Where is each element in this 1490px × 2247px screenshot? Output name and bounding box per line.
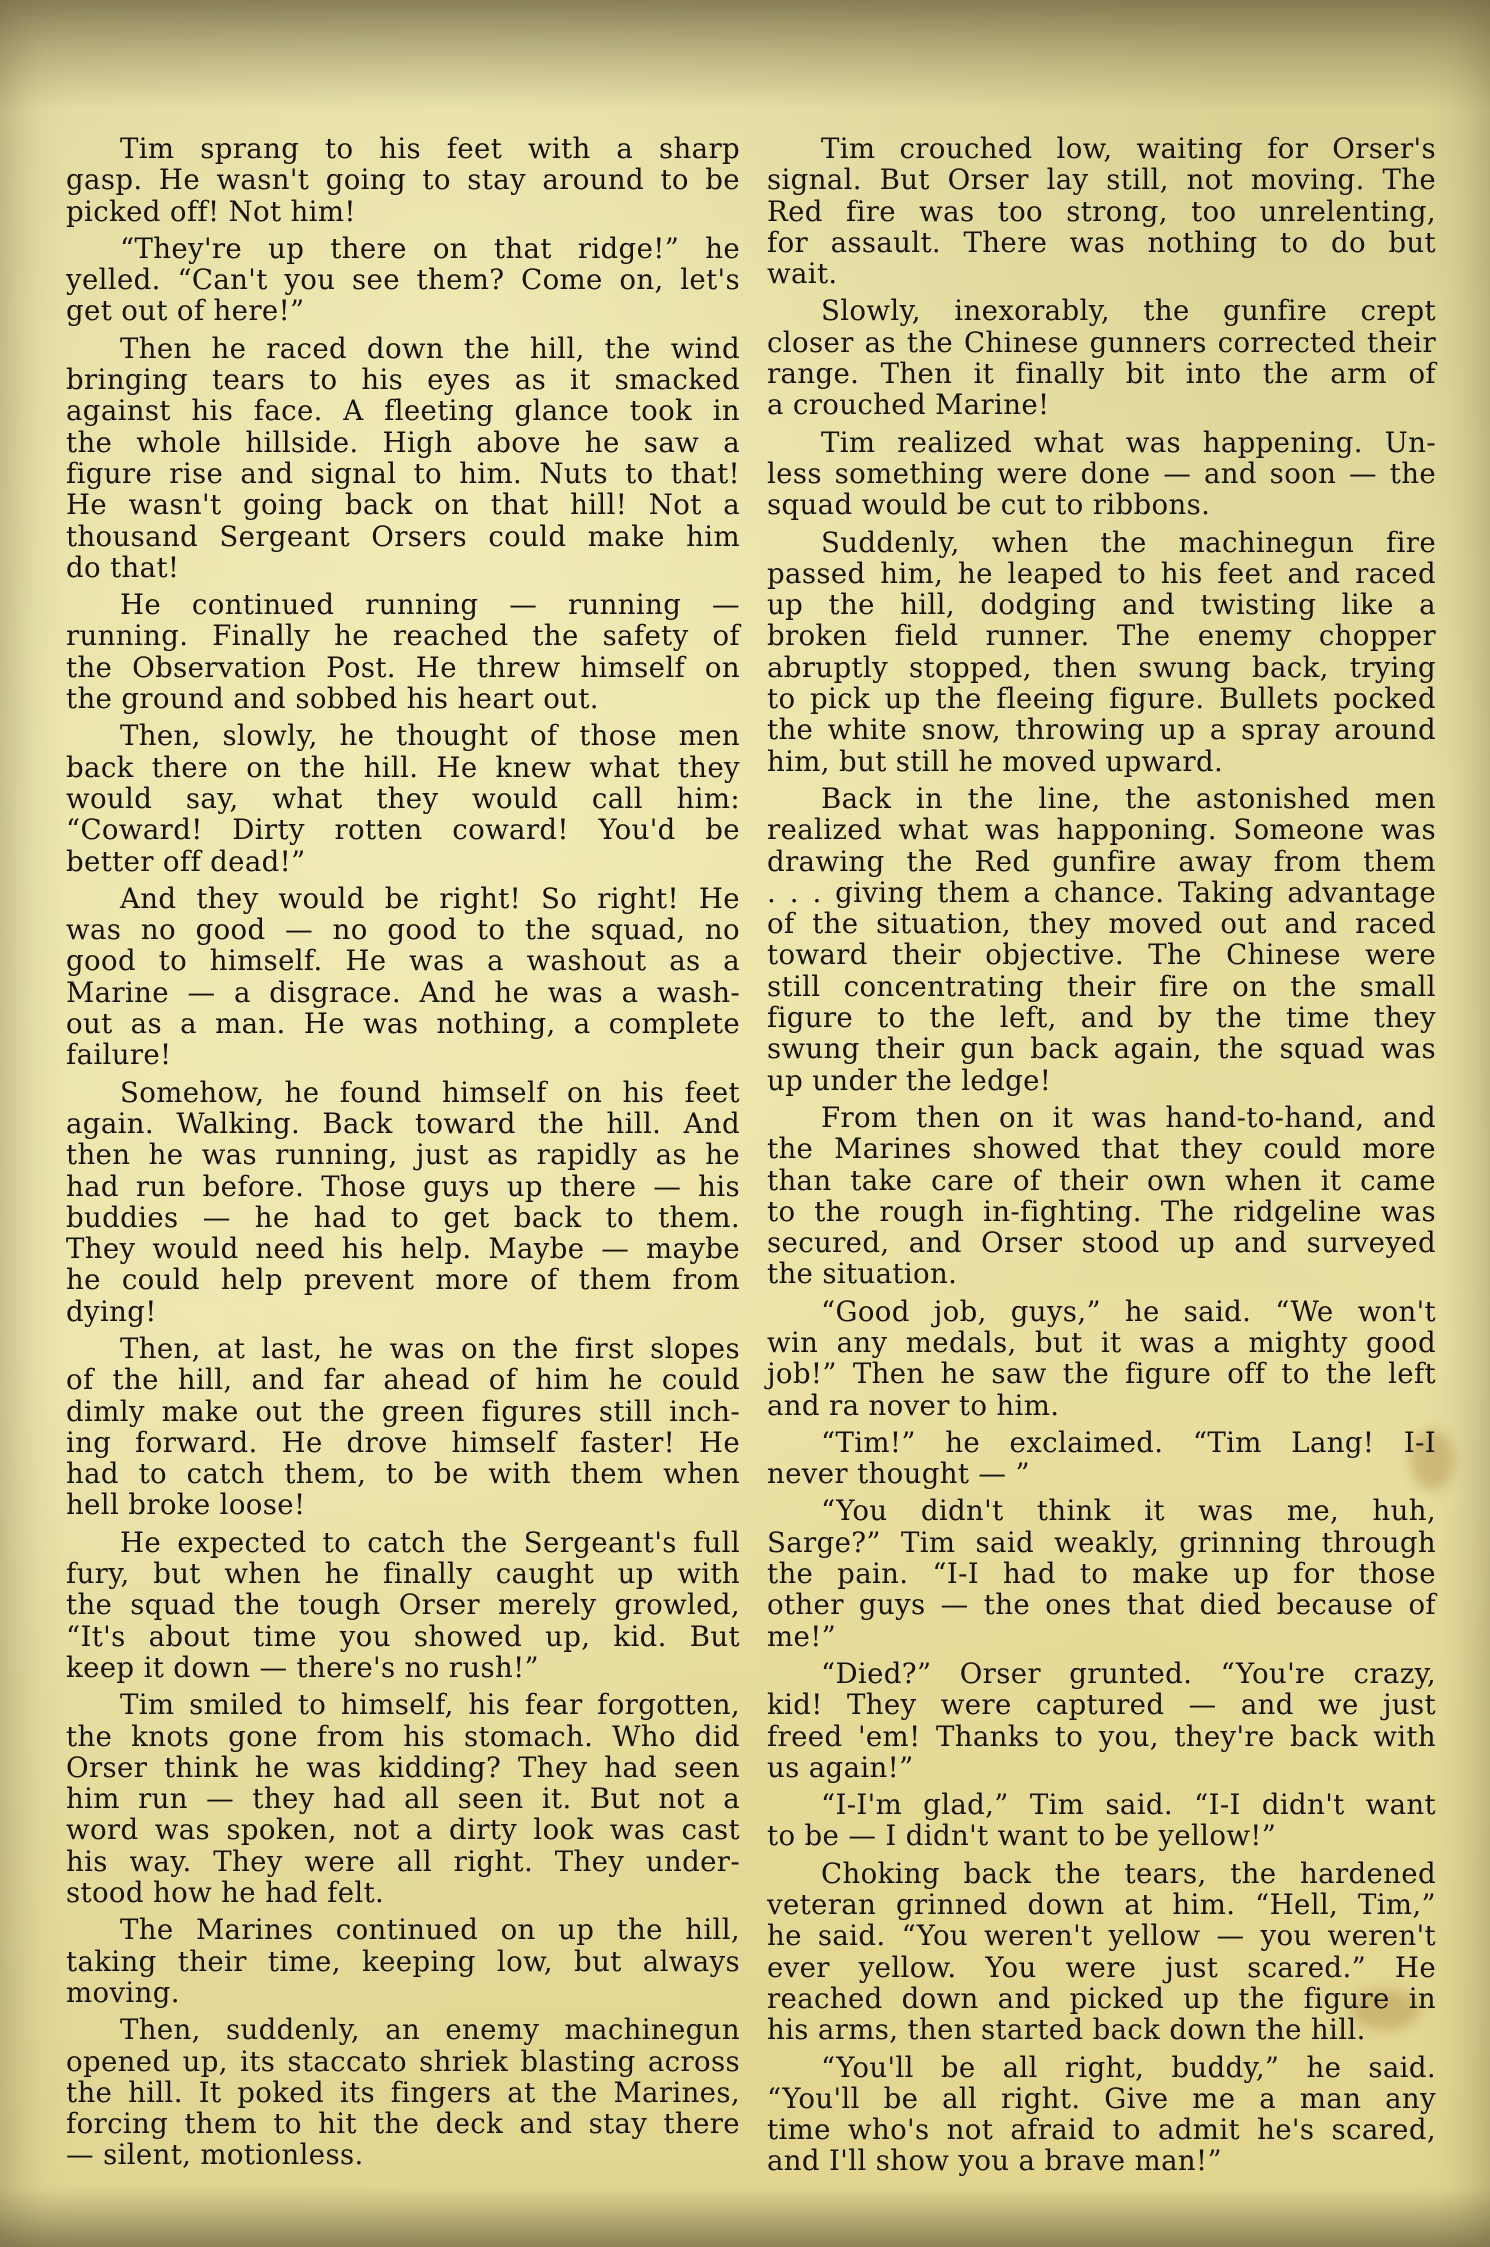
- text-column-left: [66, 133, 740, 2171]
- text-line: kid! They were captured — and we just: [767, 1688, 1436, 1722]
- text-line: squad would be cut to ribbons.: [767, 488, 1211, 522]
- text-line: other guys — the ones that died because of: [767, 1588, 1436, 1622]
- paragraph: [66, 333, 740, 583]
- text-line: us again!”: [767, 1750, 914, 1784]
- text-line: stood how he had felt.: [66, 1876, 385, 1910]
- text-line: up under the ledge!: [767, 1063, 1052, 1097]
- paragraph: [767, 1102, 1436, 1290]
- text-line: “I-I'm glad,” Tim said. “I-I didn't want: [821, 1788, 1436, 1822]
- text-line: From then on it was hand-to-hand, and: [821, 1100, 1436, 1134]
- text-line: “Died?” Orser grunted. “You're crazy,: [821, 1656, 1436, 1690]
- text-line: He expected to catch the Sergeant's full: [120, 1525, 740, 1559]
- paragraph: [767, 1658, 1436, 1783]
- text-line: for assault. There was nothing to do but: [767, 225, 1436, 259]
- paragraph: [66, 720, 740, 876]
- text-line: realized what was happoning. Someone was: [767, 813, 1436, 847]
- text-line: forcing them to hit the deck and stay there: [66, 2107, 740, 2141]
- text-line: Sarge?” Tim said weakly, grinning through: [767, 1525, 1436, 1559]
- paragraph: [66, 1689, 740, 1908]
- text-line: Tim sprang to his feet with a sharp: [120, 132, 740, 165]
- text-line: he could help prevent more of them from: [66, 1263, 740, 1297]
- text-line: Then, slowly, he thought of those men: [120, 719, 740, 753]
- text-line: never thought — ”: [767, 1457, 1030, 1491]
- text-line: win any medals, but it was a mighty good: [767, 1325, 1436, 1359]
- paragraph: [66, 233, 740, 327]
- page-top-shadow: [0, 0, 1490, 110]
- text-line: time who's not afraid to admit he's scared,: [767, 2113, 1436, 2147]
- text-line: his way. They were all right. They under-: [66, 1844, 740, 1878]
- text-line: “You'll be all right. Give me a man any: [767, 2081, 1436, 2115]
- text-line: abruptly stopped, then swung back, trying: [767, 650, 1436, 684]
- text-line: the squad the tough Orser merely growled,: [66, 1588, 740, 1622]
- text-line: Back in the line, the astonished men: [821, 781, 1436, 815]
- text-line: yelled. “Can't you see them? Come on, let's: [66, 263, 740, 297]
- text-line: “It's about time you showed up, kid. But: [66, 1619, 740, 1653]
- text-line: broken field runner. The enemy chopper: [767, 619, 1436, 653]
- paragraph: [767, 1495, 1436, 1651]
- paragraph: [66, 1077, 740, 1327]
- text-line: good to himself. He was a washout as a: [66, 944, 740, 978]
- text-line: Choking back the tears, the hardened: [821, 1856, 1436, 1890]
- text-line: of the situation, they moved out and raced: [767, 907, 1436, 941]
- paragraph: [66, 589, 740, 714]
- text-line: to pick up the fleeing figure. Bullets pocked: [767, 682, 1436, 716]
- text-line: . . . giving them a chance. Taking advantage: [767, 875, 1436, 909]
- text-line: get out of here!”: [66, 294, 305, 328]
- text-line: the knots gone from his stomach. Who did: [66, 1719, 740, 1753]
- text-line: closer as the Chinese gunners corrected their: [767, 325, 1436, 359]
- text-column-right: [767, 133, 1436, 2177]
- text-line: and I'll show you a brave man!”: [767, 2144, 1222, 2178]
- text-line: better off dead!”: [66, 844, 306, 878]
- text-line: bringing tears to his eyes as it smacked: [66, 363, 740, 397]
- text-line: ever yellow. You were just scared.” He: [767, 1950, 1436, 1984]
- text-line: up the hill, dodging and twisting like a: [767, 588, 1436, 622]
- text-line: to be — I didn't want to be yellow!”: [767, 1819, 1277, 1853]
- text-line: moving.: [66, 1975, 180, 2009]
- text-line: He wasn't going back on that hill! Not a: [66, 488, 740, 522]
- text-line: to the rough in-fighting. The ridgeline was: [767, 1194, 1436, 1228]
- text-line: had to catch them, to be with them when: [66, 1457, 740, 1491]
- text-line: still concentrating their fire on the small: [767, 969, 1436, 1003]
- text-line: passed him, he leaped to his feet and raced: [767, 556, 1436, 590]
- text-line: hell broke loose!: [66, 1488, 306, 1522]
- paragraph: [66, 1914, 740, 2008]
- text-line: swung their gun back again, the squad was: [767, 1032, 1436, 1066]
- text-line: — silent, motionless.: [66, 2138, 364, 2172]
- paragraph: [66, 883, 740, 1071]
- text-line: out as a man. He was nothing, a complete: [66, 1007, 740, 1041]
- text-line: again. Walking. Back toward the hill. And: [66, 1106, 740, 1140]
- paragraph: [66, 133, 740, 227]
- text-line: the white snow, throwing up a spray around: [767, 713, 1436, 747]
- text-line: figure to the left, and by the time they: [767, 1001, 1436, 1035]
- text-line: Suddenly, when the machinegun fire: [821, 525, 1436, 559]
- text-line: Marine — a disgrace. And he was a wash-: [66, 975, 740, 1009]
- text-line: They would need his help. Maybe — maybe: [66, 1232, 740, 1266]
- text-line: of the hill, and far ahead of him he could: [66, 1363, 740, 1397]
- paragraph: [66, 1527, 740, 1683]
- text-line: he said. “You weren't yellow — you weren't: [767, 1919, 1436, 1953]
- text-line: and ra nover to him.: [767, 1388, 1060, 1422]
- paragraph: [767, 1296, 1436, 1421]
- text-line: He continued running — running —: [120, 588, 740, 622]
- paragraph: [767, 1858, 1436, 2046]
- paragraph: [767, 1427, 1436, 1490]
- text-line: Slowly, inexorably, the gunfire crept: [821, 294, 1436, 328]
- text-line: him, but still he moved upward.: [767, 744, 1224, 778]
- text-line: “Good job, guys,” he said. “We won't: [821, 1294, 1436, 1328]
- text-line: picked off! Not him!: [66, 194, 356, 228]
- text-line: toward their objective. The Chinese were: [767, 938, 1436, 972]
- text-line: Tim crouched low, waiting for Orser's: [821, 132, 1436, 165]
- text-line: had run before. Those guys up there — his: [66, 1169, 740, 1203]
- paragraph: [767, 783, 1436, 1096]
- text-line: Then, at last, he was on the first slopes: [120, 1331, 740, 1365]
- text-line: him run — they had all seen it. But not a: [66, 1782, 740, 1816]
- paragraph: [767, 2052, 1436, 2177]
- text-line: keep it down — there's no rush!”: [66, 1650, 539, 1684]
- text-line: “You didn't think it was me, huh,: [821, 1494, 1436, 1528]
- text-line: less something were done — and soon — the: [767, 456, 1436, 490]
- text-line: job!” Then he saw the figure off to the left: [767, 1357, 1436, 1391]
- text-line: taking their time, keeping low, but always: [66, 1944, 740, 1978]
- page-bottom-shadow: [0, 2187, 1490, 2247]
- text-line: would say, what they would call him:: [66, 781, 740, 815]
- text-line: failure!: [66, 1038, 172, 1072]
- text-line: the hill. It poked its fingers at the Marines,: [66, 2075, 740, 2109]
- text-line: the ground and sobbed his heart out.: [66, 682, 599, 716]
- text-line: secured, and Orser stood up and surveyed: [767, 1226, 1436, 1260]
- paragraph: [767, 133, 1436, 289]
- text-line: freed 'em! Thanks to you, they're back with: [767, 1719, 1436, 1753]
- text-line: then he was running, just as rapidly as he: [66, 1138, 740, 1172]
- text-line: range. Then it finally bit into the arm of: [767, 357, 1436, 391]
- text-line: was no good — no good to the squad, no: [66, 913, 740, 947]
- text-line: “Tim!” he exclaimed. “Tim Lang! I-I: [821, 1425, 1436, 1459]
- text-line: me!”: [767, 1619, 837, 1653]
- text-line: Somehow, he found himself on his feet: [120, 1075, 740, 1109]
- text-line: word was spoken, not a dirty look was cast: [66, 1813, 740, 1847]
- text-line: veteran grinned down at him. “Hell, Tim,”: [767, 1888, 1436, 1922]
- text-line: wait.: [767, 257, 838, 291]
- text-line: Orser think he was kidding? They had seen: [66, 1750, 740, 1784]
- text-line: reached down and picked up the figure in: [767, 1981, 1436, 2015]
- text-line: the Observation Post. He threw himself on: [66, 650, 740, 684]
- text-line: fury, but when he finally caught up with: [66, 1557, 740, 1591]
- text-line: dying!: [66, 1294, 157, 1328]
- text-line: drawing the Red gunfire away from them: [767, 844, 1436, 878]
- text-line: dimly make out the green figures still inch-: [66, 1394, 740, 1428]
- text-line: do that!: [66, 550, 180, 584]
- paragraph: [767, 295, 1436, 420]
- text-line: running. Finally he reached the safety of: [66, 619, 740, 653]
- text-line: the pain. “I-I had to make up for those: [767, 1557, 1436, 1591]
- text-line: And they would be right! So right! He: [120, 881, 740, 915]
- paragraph: [66, 1333, 740, 1521]
- text-line: gasp. He wasn't going to stay around to be: [66, 163, 740, 197]
- text-line: against his face. A fleeting glance took in: [66, 394, 740, 428]
- text-line: a crouched Marine!: [767, 388, 1050, 422]
- text-line: “You'll be all right, buddy,” he said.: [821, 2050, 1436, 2084]
- paragraph: [767, 427, 1436, 521]
- text-line: the situation.: [767, 1257, 958, 1291]
- paragraph: [767, 1789, 1436, 1852]
- paragraph: [767, 527, 1436, 777]
- text-line: “Coward! Dirty rotten coward! You'd be: [66, 813, 740, 847]
- paragraph: [66, 2014, 740, 2170]
- text-line: Tim smiled to himself, his fear forgotten,: [120, 1688, 740, 1722]
- text-line: Then he raced down the hill, the wind: [120, 331, 740, 365]
- text-line: Tim realized what was happening. Un-: [821, 425, 1436, 459]
- text-line: figure rise and signal to him. Nuts to that!: [66, 456, 740, 490]
- text-line: Red fire was too strong, too unrelenting,: [767, 194, 1436, 228]
- text-line: buddies — he had to get back to them.: [66, 1200, 740, 1234]
- text-line: back there on the hill. He knew what they: [66, 750, 740, 784]
- text-line: opened up, its staccato shriek blasting across: [66, 2044, 740, 2078]
- text-line: the Marines showed that they could more: [767, 1132, 1436, 1166]
- text-line: ing forward. He drove himself faster! He: [66, 1425, 740, 1459]
- text-line: his arms, then started back down the hill.: [767, 2013, 1366, 2047]
- text-line: “They're up there on that ridge!” he: [120, 231, 740, 265]
- text-line: The Marines continued on up the hill,: [120, 1913, 740, 1947]
- text-line: signal. But Orser lay still, not moving. The: [767, 163, 1436, 197]
- text-line: Then, suddenly, an enemy machinegun: [120, 2013, 740, 2047]
- text-line: than take care of their own when it came: [767, 1163, 1436, 1197]
- text-line: the whole hillside. High above he saw a: [66, 425, 740, 459]
- text-line: thousand Sergeant Orsers could make him: [66, 519, 740, 553]
